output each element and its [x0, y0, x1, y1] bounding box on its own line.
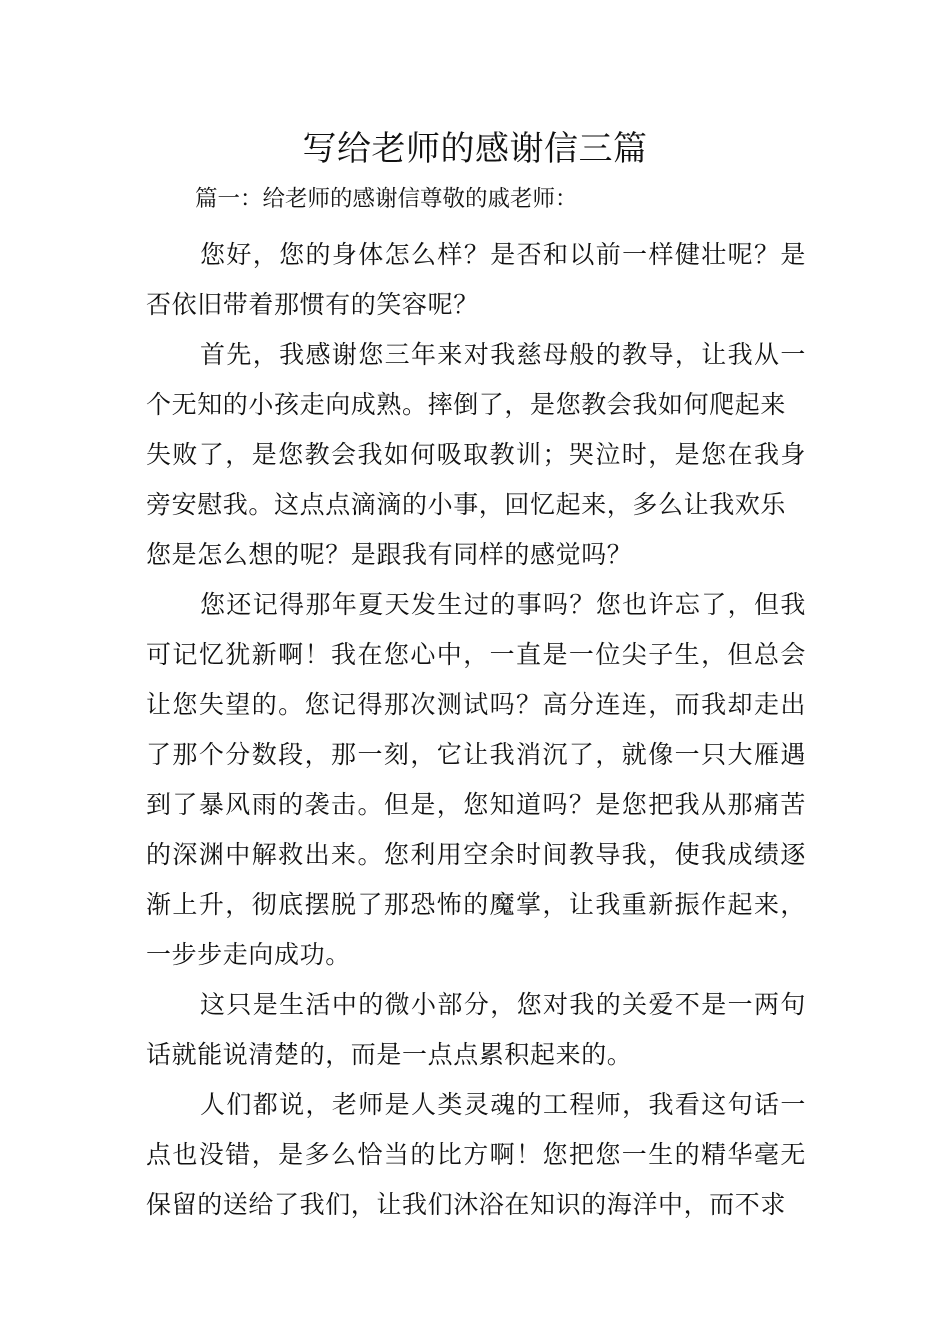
document-title: 写给老师的感谢信三篇 — [302, 129, 648, 169]
paragraph-small-part: 这只是生活中的微小部分，您对我的关爱不是一两句话就能说清楚的，而是一点点累积起来的。 — [146, 990, 806, 1069]
letter-body — [146, 230, 806, 1230]
paragraph-greeting: 您好，您的身体怎么样？是否和以前一样健壮呢？是否依旧带着那惯有的笑容呢？ — [146, 240, 806, 319]
paragraph-gratitude: 首先，我感谢您三年来对我慈母般的教导，让我从一个无知的小孩走向成熟。摔倒了，是您教会我如何爬起来 — [146, 340, 806, 419]
section-heading: 篇一：给老师的感谢信尊敬的戚老师： — [195, 186, 578, 212]
paragraph-question: 您是怎么想的呢？是跟我有同样的感觉吗？ — [146, 540, 633, 569]
paragraph-engineer: 人们都说，老师是人类灵魂的工程师，我看这句话一点也没错，是多么恰当的比方啊！您把您一生的精华毫无保留的送给了我们，让我们沐浴在知识的海洋中，而不求 — [146, 1090, 806, 1219]
paragraph-summer-memory: 您还记得那年夏天发生过的事吗？您也许忘了，但我可记忆犹新啊！我在您心中，一直是一位尖子生，但总会让您失望的。您记得那次测试吗？高分连连，而我却走出了那个分数段，那一刻，它让我消沉了，就像一只大雁遇到了暴风雨的袭击。但是，您知道吗？是您把我从那痛苦的深渊中解救出来。您利用空余时间教导我，使我成绩逐渐上升，彻底摆脱了那恐怖的魔掌，让我重新振作起来，一步步走向成功。 — [146, 590, 806, 969]
paragraph-gratitude-continued: 失败了，是您教会我如何吸取教训；哭泣时，是您在我身旁安慰我。这点点滴滴的小事，回忆起来，多么让我欢乐 — [146, 440, 806, 519]
